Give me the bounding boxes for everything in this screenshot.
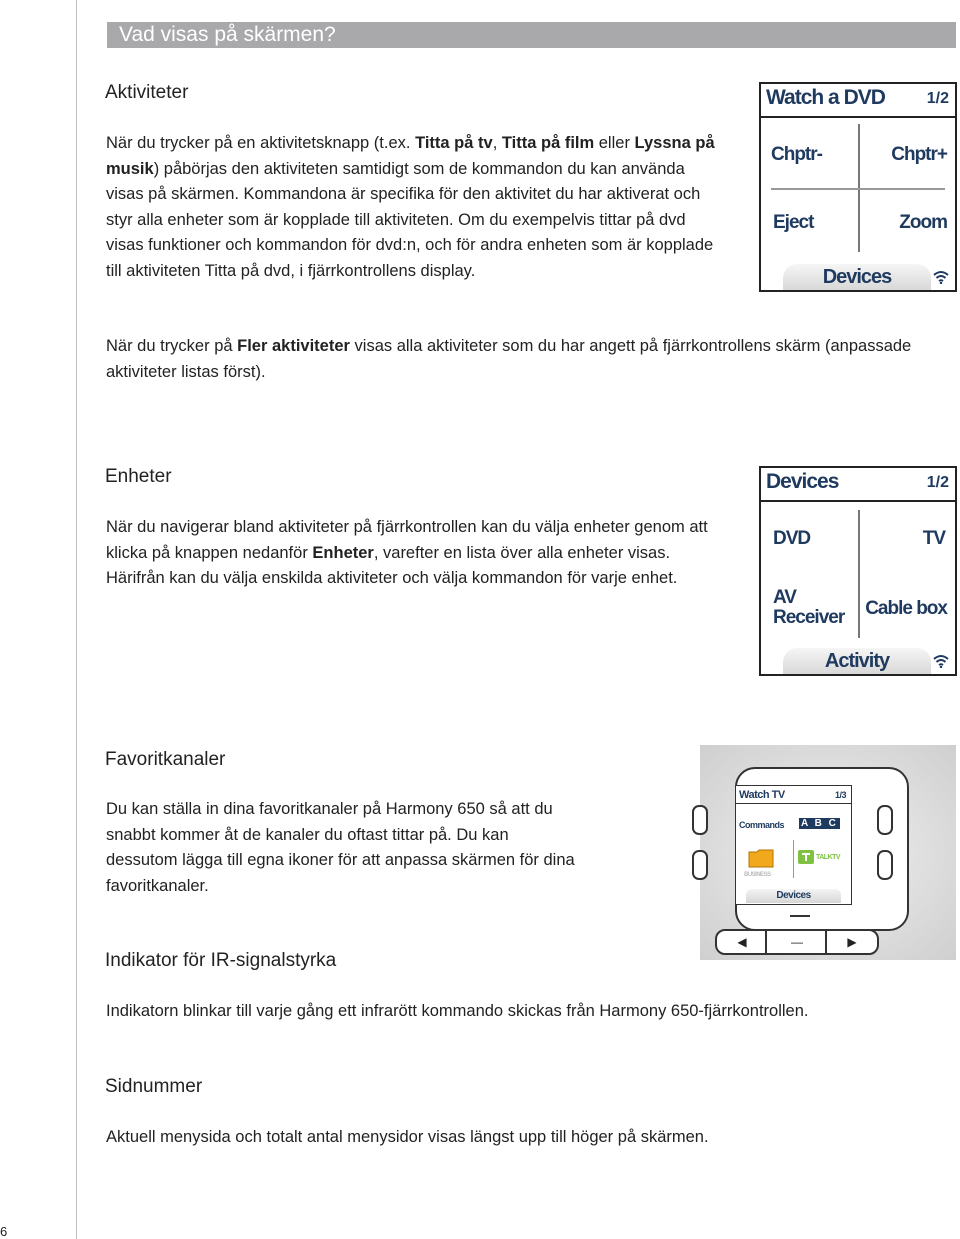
text-run: ) påbörjas den aktiviteten samtidigt som de kommandon du kan använda visas på skärmen. Kommandona är specifika för den aktivitet du har aktiverat och styr alla enheter som är kopplade till aktiviteten. Om du exempelvis tittar på dvd visas funktioner och kommandon för dvd:n, och för andra enheten som är kopplade till aktiviteten Titta på dvd, i fjärrkontrollens display.	[106, 159, 714, 280]
devices-screen	[759, 466, 957, 676]
right-side-button-bottom[interactable]	[877, 850, 893, 880]
zoom-button[interactable]: Zoom	[899, 212, 947, 233]
av-receiver-device-button[interactable]	[773, 588, 844, 628]
dvd-device-button[interactable]: DVD	[773, 528, 811, 549]
text-run: visas alla aktiviteter som du har angett på fjärrkontrollens skärm (anpassade aktiviteter listas först).	[106, 337, 912, 381]
devices-heading: Enheter	[105, 466, 172, 487]
text-run: När du trycker på	[106, 337, 238, 355]
key-a: A	[801, 818, 810, 829]
screen-titlebar	[761, 468, 955, 502]
remote-devices-button[interactable]: Devices	[746, 889, 841, 903]
activities-heading: Aktiviteter	[105, 82, 189, 103]
ok-button[interactable]: —	[765, 929, 829, 955]
devices-paragraph	[106, 515, 718, 592]
left-side-button-bottom[interactable]	[692, 850, 708, 880]
page-indicator: 1/2	[926, 474, 949, 491]
remote-title-divider	[736, 803, 851, 804]
activities-paragraph	[106, 131, 718, 284]
ir-heading: Indikator för IR-signalstyrka	[105, 950, 337, 971]
business-label: BUSINESS	[744, 872, 771, 878]
screen-titlebar	[761, 84, 955, 118]
chptr-minus-button[interactable]: Chptr-	[771, 144, 822, 165]
right-side-button-top[interactable]	[877, 805, 893, 835]
page-indicator: 1/2	[926, 90, 949, 107]
signal-icon	[933, 270, 949, 288]
cable-box-device-button[interactable]: Cable box	[865, 598, 947, 619]
pagenum-paragraph: Aktuell menysida och totalt antal menysidor visas längst upp till höger på skärmen.	[106, 1128, 709, 1146]
page-number: 6	[0, 1224, 8, 1239]
remote-page-indicator: 1/3	[834, 790, 846, 800]
margin-rule	[76, 0, 77, 1239]
pagenum-heading: Sidnummer	[105, 1076, 203, 1097]
remote-lcd	[735, 785, 852, 905]
text-run: När du navigerar bland aktiviteter på fjärrkontrollen kan du välja enheter genom att klicka på knappen nedanför	[106, 518, 708, 562]
text-run: ,	[492, 134, 502, 152]
right-arrow-button[interactable]: ▶	[825, 929, 879, 955]
screen-title: Devices	[766, 470, 839, 493]
left-arrow-button[interactable]: ◀	[715, 929, 769, 955]
more-activities-paragraph	[106, 334, 946, 385]
abc-keys[interactable]	[799, 818, 840, 829]
remote-illustration	[640, 745, 958, 960]
bold-text-run: Lyssna på musik	[106, 134, 715, 178]
key-b: B	[814, 818, 824, 829]
key-c: C	[828, 818, 838, 829]
bold-text-run: Titta på tv	[415, 134, 493, 152]
talktv-label: TALKTV	[816, 854, 841, 861]
page-banner: Vad visas på skärmen?	[107, 22, 956, 48]
bold-text-run: Fler aktiviteter	[237, 337, 350, 355]
remote-cell-divider	[793, 840, 794, 878]
screen-title: Watch a DVD	[766, 86, 885, 109]
signal-icon	[933, 654, 949, 672]
remote-divider-mark	[790, 915, 810, 917]
left-side-button-top[interactable]	[692, 805, 708, 835]
commands-label[interactable]: Commands	[739, 820, 785, 830]
cell-divider	[771, 188, 945, 190]
favorites-heading: Favoritkanaler	[105, 749, 226, 770]
eject-button[interactable]: Eject	[773, 212, 814, 233]
activity-button[interactable]: Activity	[783, 648, 931, 674]
ir-paragraph: Indikatorn blinkar till varje gång ett infrarött kommando skickas från Harmony 650-fjärrkontrollen.	[106, 1002, 809, 1020]
watch-dvd-screen	[759, 82, 957, 292]
folder-icon[interactable]	[748, 848, 774, 868]
cell-divider	[858, 510, 860, 638]
remote-screen-title: Watch TV	[739, 789, 785, 801]
receiver-label: Receiver	[773, 607, 845, 628]
av-label: AV	[773, 587, 796, 608]
tv-device-button[interactable]: TV	[922, 528, 945, 549]
chptr-plus-button[interactable]: Chptr+	[891, 144, 947, 165]
talktv-logo-icon[interactable]	[798, 850, 814, 864]
favorites-paragraph: Du kan ställa in dina favoritkanaler på Harmony 650 så att du snabbt kommer åt de kanaler du oftast tittar på. Du kan dessutom lägga till egna ikoner för att anpassa skärmen för dina favoritkanaler.	[106, 800, 575, 895]
bold-text-run: Enheter	[312, 543, 374, 562]
text-run: , varefter en lista över alla enheter visas. Härifrån kan du välja enskilda aktiviteter och välja kommandon för varje enhet.	[106, 543, 678, 587]
devices-button[interactable]: Devices	[783, 264, 931, 290]
bold-text-run: Titta på film	[501, 134, 595, 152]
text-run: När du trycker på en aktivitetsknapp (t.ex.	[106, 134, 416, 152]
text-run: eller	[594, 134, 635, 152]
